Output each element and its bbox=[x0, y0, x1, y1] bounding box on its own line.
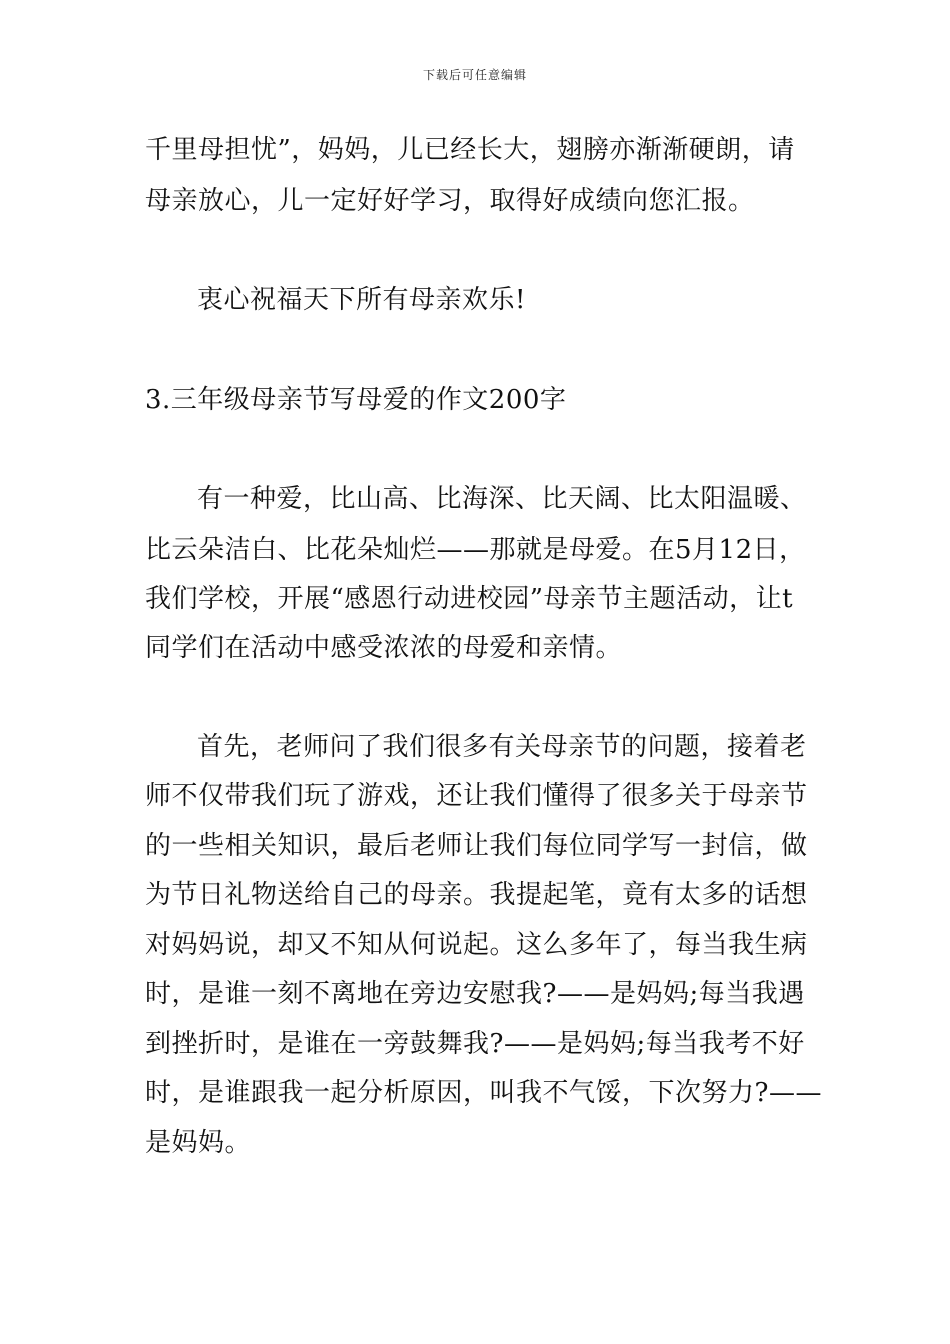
paragraph-line: 千里母担忧”，妈妈，儿已经长大，翅膀亦渐渐硬朗，请 bbox=[145, 135, 795, 165]
paragraph-line: 比云朵洁白、比花朵灿烂——那就是母爱。在5月12日， bbox=[145, 535, 806, 565]
paragraph-line: 时，是谁跟我一起分析原因，叫我不气馁，下次努力?—— bbox=[145, 1078, 822, 1108]
paragraph-line: 师不仅带我们玩了游戏，还让我们懂得了很多关于母亲节 bbox=[145, 781, 808, 811]
paragraph-line: 为节日礼物送给自己的母亲。我提起笔，竟有太多的话想 bbox=[145, 880, 808, 910]
paragraph-line: 我们学校，开展“感恩行动进校园”母亲节主题活动，让t bbox=[145, 584, 794, 614]
paragraph-line: 有一种爱，比山高、比海深、比天阔、比太阳温暖、 bbox=[197, 484, 807, 514]
paragraph-line: 时，是谁一刻不离地在旁边安慰我?——是妈妈;每当我遇 bbox=[145, 979, 805, 1009]
page-header: 下载后可任意编辑 bbox=[422, 68, 527, 82]
paragraph-line: 衷心祝福天下所有母亲欢乐! bbox=[197, 285, 526, 315]
paragraph-line: 同学们在活动中感受浓浓的母爱和亲情。 bbox=[145, 633, 623, 663]
paragraph-line: 对妈妈说，却又不知从何说起。这么多年了，每当我生病 bbox=[145, 930, 808, 960]
paragraph-line: 是妈妈。 bbox=[145, 1128, 252, 1158]
section-heading: 3.三年级母亲节写母爱的作文200字 bbox=[145, 385, 567, 415]
paragraph-line: 到挫折时，是谁在一旁鼓舞我?——是妈妈;每当我考不好 bbox=[145, 1029, 805, 1059]
paragraph-line: 的一些相关知识，最后老师让我们每位同学写一封信，做 bbox=[145, 831, 808, 861]
paragraph-line: 首先，老师问了我们很多有关母亲节的问题，接着老 bbox=[197, 732, 807, 762]
paragraph-line: 母亲放心，儿一定好好学习，取得好成绩向您汇报。 bbox=[145, 186, 755, 216]
